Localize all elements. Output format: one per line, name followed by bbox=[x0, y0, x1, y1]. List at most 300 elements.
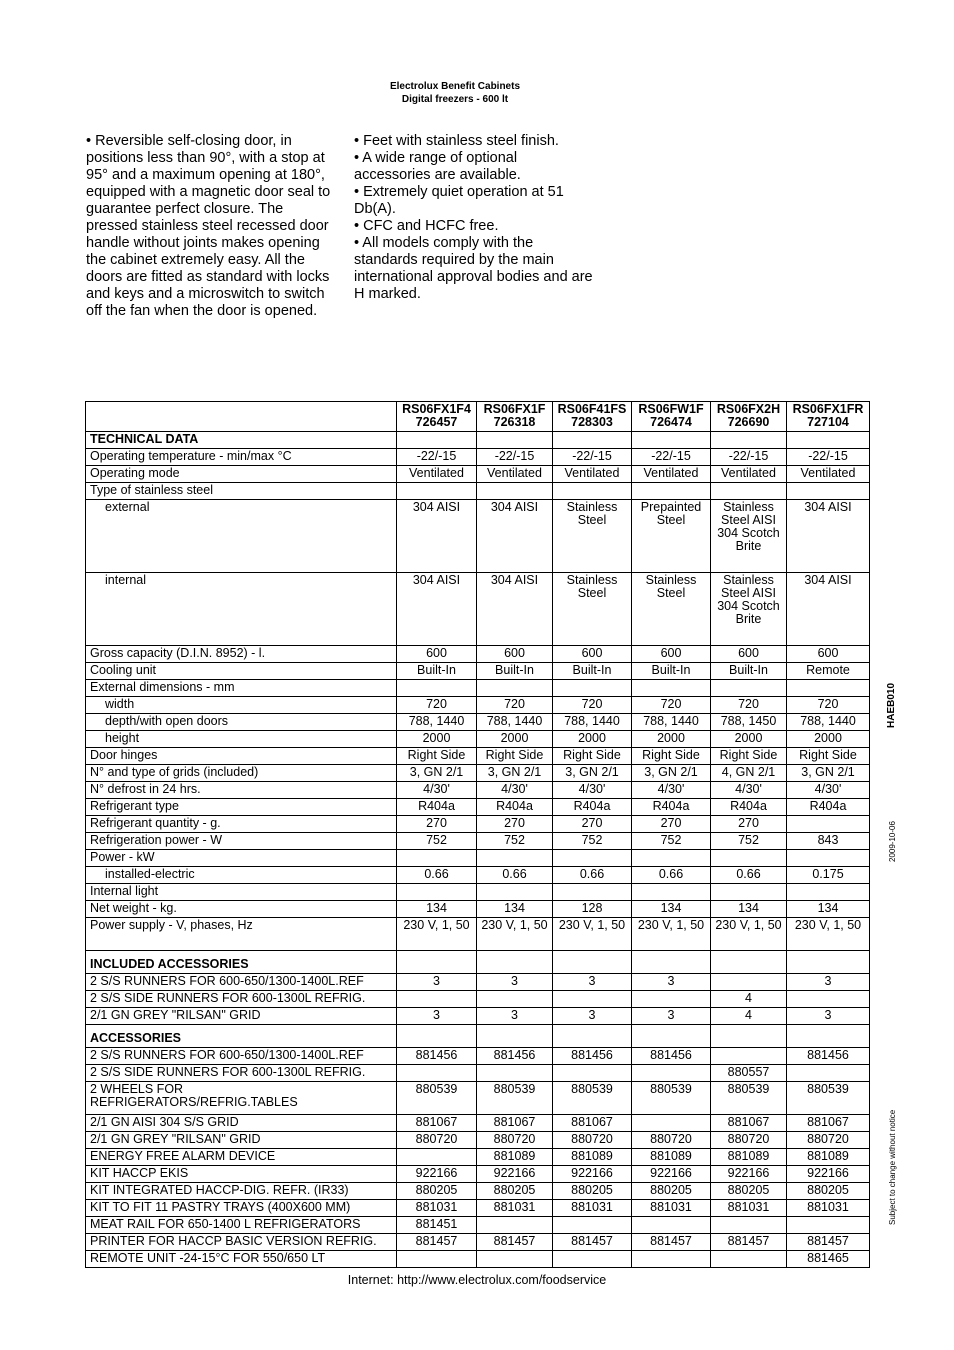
row-value bbox=[477, 850, 553, 867]
row-value: 881456 bbox=[553, 1048, 632, 1065]
row-value: Stainless Steel bbox=[632, 573, 711, 646]
row-value bbox=[397, 1149, 477, 1166]
table-row bbox=[86, 1048, 870, 1065]
model-code: 726690 bbox=[727, 415, 770, 429]
model-name: RS06FX1FR bbox=[792, 402, 864, 416]
row-value: Right Side bbox=[711, 748, 787, 765]
row-value: 270 bbox=[711, 816, 787, 833]
row-value: Built-In bbox=[711, 663, 787, 680]
row-value: 720 bbox=[711, 697, 787, 714]
row-label: N° and type of grids (included) bbox=[86, 765, 397, 782]
table-row bbox=[86, 1065, 870, 1082]
row-value: Right Side bbox=[477, 748, 553, 765]
document-header bbox=[0, 80, 910, 106]
header-title: Electrolux Benefit Cabinets bbox=[389, 81, 521, 92]
row-value: 0.175 bbox=[787, 867, 870, 884]
row-value: 788, 1440 bbox=[477, 714, 553, 731]
row-value: Prepainted Steel bbox=[632, 500, 711, 573]
row-value: 4/30' bbox=[632, 782, 711, 799]
row-value: Ventilated bbox=[632, 466, 711, 483]
row-value: Stainless Steel AISI 304 Scotch Brite bbox=[711, 573, 787, 646]
row-value: 880205 bbox=[711, 1183, 787, 1200]
row-value: Remote bbox=[787, 663, 870, 680]
row-value: Ventilated bbox=[553, 466, 632, 483]
row-value bbox=[787, 951, 870, 974]
row-value: 304 AISI bbox=[477, 500, 553, 573]
model-header-row bbox=[86, 402, 870, 432]
row-value: 881456 bbox=[397, 1048, 477, 1065]
table-row bbox=[86, 483, 870, 500]
row-value: -22/-15 bbox=[787, 449, 870, 466]
row-value bbox=[397, 850, 477, 867]
row-value: 752 bbox=[711, 833, 787, 850]
row-value: 3 bbox=[397, 1008, 477, 1025]
row-value: 2000 bbox=[787, 731, 870, 748]
row-value: Right Side bbox=[787, 748, 870, 765]
row-value: 3 bbox=[787, 974, 870, 991]
row-value: 720 bbox=[477, 697, 553, 714]
table-row bbox=[86, 1149, 870, 1166]
row-value bbox=[397, 1065, 477, 1082]
row-value: Right Side bbox=[553, 748, 632, 765]
row-value: 788, 1440 bbox=[787, 714, 870, 731]
row-value: 304 AISI bbox=[787, 573, 870, 646]
row-value bbox=[477, 951, 553, 974]
model-code: 728303 bbox=[571, 415, 613, 429]
row-value bbox=[477, 884, 553, 901]
row-label: KIT HACCP EKIS bbox=[86, 1166, 397, 1183]
row-value: 881451 bbox=[397, 1217, 477, 1234]
row-value bbox=[397, 432, 477, 449]
intro-bullet: • Extremely quiet operation at 51 Db(A). bbox=[354, 184, 564, 217]
row-label: Power supply - V, phases, Hz bbox=[86, 918, 397, 951]
row-value: 880720 bbox=[477, 1132, 553, 1149]
row-value bbox=[632, 1025, 711, 1048]
row-value: Stainless Steel bbox=[553, 500, 632, 573]
row-value: 0.66 bbox=[397, 867, 477, 884]
row-value: 720 bbox=[787, 697, 870, 714]
table-row bbox=[86, 646, 870, 663]
spec-table bbox=[85, 401, 870, 1268]
row-value: -22/-15 bbox=[477, 449, 553, 466]
section-row bbox=[86, 951, 870, 974]
row-value: 922166 bbox=[397, 1166, 477, 1183]
row-value: 922166 bbox=[477, 1166, 553, 1183]
row-value bbox=[397, 991, 477, 1008]
row-value: 3 bbox=[477, 1008, 553, 1025]
row-value bbox=[632, 1217, 711, 1234]
row-value bbox=[553, 1025, 632, 1048]
row-value bbox=[787, 483, 870, 500]
row-value: Ventilated bbox=[397, 466, 477, 483]
row-value bbox=[787, 432, 870, 449]
row-value bbox=[787, 884, 870, 901]
row-label: height bbox=[86, 731, 397, 748]
row-value: 600 bbox=[477, 646, 553, 663]
row-value bbox=[787, 850, 870, 867]
row-value: 922166 bbox=[711, 1166, 787, 1183]
row-value: 2000 bbox=[632, 731, 711, 748]
row-value bbox=[553, 1251, 632, 1268]
row-value: 304 AISI bbox=[397, 500, 477, 573]
row-value: 134 bbox=[397, 901, 477, 918]
table-row bbox=[86, 1166, 870, 1183]
disclaimer-note: Subject to change without notice bbox=[888, 1109, 897, 1225]
table-row bbox=[86, 799, 870, 816]
row-label: 2/1 GN AISI 304 S/S GRID bbox=[86, 1115, 397, 1132]
row-value: 881456 bbox=[632, 1048, 711, 1065]
row-value: 752 bbox=[397, 833, 477, 850]
model-name: RS06FW1F bbox=[638, 402, 704, 416]
row-value bbox=[787, 1217, 870, 1234]
row-value: Built-In bbox=[397, 663, 477, 680]
row-value: 752 bbox=[553, 833, 632, 850]
row-label: 2 S/S RUNNERS FOR 600-650/1300-1400L.REF bbox=[86, 1048, 397, 1065]
row-value: 134 bbox=[787, 901, 870, 918]
row-label: 2/1 GN GREY "RILSAN" GRID bbox=[86, 1008, 397, 1025]
row-value: 304 AISI bbox=[787, 500, 870, 573]
row-value: 880720 bbox=[787, 1132, 870, 1149]
row-value bbox=[787, 1065, 870, 1082]
row-value bbox=[711, 1025, 787, 1048]
row-value bbox=[632, 680, 711, 697]
row-value bbox=[711, 680, 787, 697]
row-value: 4 bbox=[711, 1008, 787, 1025]
row-value: 880205 bbox=[632, 1183, 711, 1200]
intro-bullet: • CFC and HCFC free. bbox=[354, 218, 499, 234]
row-label: KIT TO FIT 11 PASTRY TRAYS (400X600 MM) bbox=[86, 1200, 397, 1217]
table-row bbox=[86, 867, 870, 884]
row-value bbox=[632, 991, 711, 1008]
row-value: 881457 bbox=[632, 1234, 711, 1251]
row-value: 0.66 bbox=[477, 867, 553, 884]
row-value: 304 AISI bbox=[477, 573, 553, 646]
row-value bbox=[553, 1065, 632, 1082]
row-label: installed-electric bbox=[86, 867, 397, 884]
row-value: 230 V, 1, 50 bbox=[553, 918, 632, 951]
row-label: Operating temperature - min/max °C bbox=[86, 449, 397, 466]
row-value: 881067 bbox=[787, 1115, 870, 1132]
row-label: MEAT RAIL FOR 650-1400 L REFRIGERATORS bbox=[86, 1217, 397, 1234]
row-value bbox=[553, 483, 632, 500]
table-row bbox=[86, 697, 870, 714]
row-value: 600 bbox=[397, 646, 477, 663]
row-value: 304 AISI bbox=[397, 573, 477, 646]
row-value: 3 bbox=[397, 974, 477, 991]
table-row bbox=[86, 466, 870, 483]
row-value: 3 bbox=[632, 1008, 711, 1025]
row-label: external bbox=[86, 500, 397, 573]
table-row bbox=[86, 449, 870, 466]
table-row bbox=[86, 816, 870, 833]
row-value: 788, 1440 bbox=[397, 714, 477, 731]
row-value: 880539 bbox=[787, 1082, 870, 1115]
row-value: 881457 bbox=[787, 1234, 870, 1251]
model-name: RS06F41FS bbox=[557, 402, 627, 416]
row-value bbox=[787, 991, 870, 1008]
row-label: Power - kW bbox=[86, 850, 397, 867]
row-value bbox=[632, 850, 711, 867]
row-value bbox=[477, 432, 553, 449]
row-value: 880205 bbox=[477, 1183, 553, 1200]
row-value bbox=[397, 951, 477, 974]
row-value: 880539 bbox=[477, 1082, 553, 1115]
row-value: 230 V, 1, 50 bbox=[787, 918, 870, 951]
model-code: 727104 bbox=[807, 415, 849, 429]
row-value: 881089 bbox=[711, 1149, 787, 1166]
row-value bbox=[477, 680, 553, 697]
row-value: 2000 bbox=[711, 731, 787, 748]
model-header bbox=[397, 402, 477, 432]
row-value: 880720 bbox=[397, 1132, 477, 1149]
row-value bbox=[787, 1025, 870, 1048]
row-value: 881089 bbox=[553, 1149, 632, 1166]
model-header bbox=[711, 402, 787, 432]
row-value: 3, GN 2/1 bbox=[632, 765, 711, 782]
row-value: 3 bbox=[553, 974, 632, 991]
table-row bbox=[86, 1132, 870, 1149]
row-value: 230 V, 1, 50 bbox=[711, 918, 787, 951]
row-value bbox=[632, 1065, 711, 1082]
row-value: 881067 bbox=[711, 1115, 787, 1132]
row-value: -22/-15 bbox=[711, 449, 787, 466]
row-value: 922166 bbox=[632, 1166, 711, 1183]
table-row bbox=[86, 850, 870, 867]
row-value: 4/30' bbox=[477, 782, 553, 799]
row-label: REMOTE UNIT -24-15°C FOR 550/650 LT bbox=[86, 1251, 397, 1268]
row-value: 752 bbox=[632, 833, 711, 850]
row-value: Right Side bbox=[397, 748, 477, 765]
row-value: 881457 bbox=[553, 1234, 632, 1251]
row-value: R404a bbox=[553, 799, 632, 816]
row-value: Built-In bbox=[477, 663, 553, 680]
row-value bbox=[553, 991, 632, 1008]
table-row bbox=[86, 1082, 870, 1115]
model-header bbox=[477, 402, 553, 432]
row-value: 4/30' bbox=[787, 782, 870, 799]
table-row bbox=[86, 1251, 870, 1268]
row-label: Refrigerant type bbox=[86, 799, 397, 816]
table-row bbox=[86, 748, 870, 765]
row-value: Ventilated bbox=[711, 466, 787, 483]
row-value: 880205 bbox=[553, 1183, 632, 1200]
row-value: 881457 bbox=[477, 1234, 553, 1251]
row-value bbox=[711, 974, 787, 991]
row-value: 881031 bbox=[477, 1200, 553, 1217]
document-code: HAEB010 bbox=[886, 682, 897, 728]
row-value bbox=[787, 816, 870, 833]
row-label: Refrigerant quantity - g. bbox=[86, 816, 397, 833]
intro-bullet: • A wide range of optional accessories are available. bbox=[354, 150, 521, 183]
row-value: 880557 bbox=[711, 1065, 787, 1082]
row-value: 880539 bbox=[632, 1082, 711, 1115]
row-value bbox=[477, 1065, 553, 1082]
row-value bbox=[711, 850, 787, 867]
table-row bbox=[86, 1200, 870, 1217]
row-label: External dimensions - mm bbox=[86, 680, 397, 697]
row-value: 4/30' bbox=[397, 782, 477, 799]
row-value bbox=[711, 884, 787, 901]
row-value: 270 bbox=[477, 816, 553, 833]
intro-paragraph: • Reversible self-closing door, in positions less than 90°, with a stop at 95° and a maximum opening at 180°, equipped with a magnetic door seal to guarantee perfect closure. The pressed stainless steel recessed door handle without joints makes opening the cabinet extremely easy. All the doors are fitted as standard with locks and keys and a microswitch to switch off the fan when the door is opened. bbox=[86, 133, 331, 319]
row-value bbox=[632, 1115, 711, 1132]
row-value: 843 bbox=[787, 833, 870, 850]
table-row bbox=[86, 1234, 870, 1251]
row-value: 720 bbox=[553, 697, 632, 714]
model-name: RS06FX1F bbox=[483, 402, 546, 416]
section-row bbox=[86, 432, 870, 449]
row-label: Net weight - kg. bbox=[86, 901, 397, 918]
row-value: 881457 bbox=[711, 1234, 787, 1251]
row-label: depth/with open doors bbox=[86, 714, 397, 731]
row-value: 881456 bbox=[477, 1048, 553, 1065]
row-value: 128 bbox=[553, 901, 632, 918]
row-value: 270 bbox=[632, 816, 711, 833]
row-value: 881465 bbox=[787, 1251, 870, 1268]
row-value: 600 bbox=[632, 646, 711, 663]
table-row bbox=[86, 573, 870, 646]
row-value bbox=[632, 884, 711, 901]
row-value: 880539 bbox=[711, 1082, 787, 1115]
model-header bbox=[632, 402, 711, 432]
row-label: 2 S/S RUNNERS FOR 600-650/1300-1400L.REF bbox=[86, 974, 397, 991]
row-value: -22/-15 bbox=[397, 449, 477, 466]
section-heading: ACCESSORIES bbox=[86, 1025, 397, 1048]
row-value: Stainless Steel AISI 304 Scotch Brite bbox=[711, 500, 787, 573]
row-value bbox=[711, 1048, 787, 1065]
row-label: 2 S/S SIDE RUNNERS FOR 600-1300L REFRIG. bbox=[86, 1065, 397, 1082]
row-value: 134 bbox=[711, 901, 787, 918]
row-value: 0.66 bbox=[632, 867, 711, 884]
row-value bbox=[477, 1251, 553, 1268]
row-value: 3 bbox=[787, 1008, 870, 1025]
row-value bbox=[553, 850, 632, 867]
row-value: R404a bbox=[397, 799, 477, 816]
row-label: N° defrost in 24 hrs. bbox=[86, 782, 397, 799]
table-row bbox=[86, 1008, 870, 1025]
row-value: 270 bbox=[397, 816, 477, 833]
row-value bbox=[477, 1025, 553, 1048]
row-label: Refrigeration power - W bbox=[86, 833, 397, 850]
row-value: 880539 bbox=[553, 1082, 632, 1115]
row-value: 2000 bbox=[477, 731, 553, 748]
header-subtitle: Digital freezers - 600 lt bbox=[401, 94, 509, 105]
row-value: Ventilated bbox=[787, 466, 870, 483]
table-row bbox=[86, 1115, 870, 1132]
row-value: 881031 bbox=[711, 1200, 787, 1217]
row-value bbox=[397, 1251, 477, 1268]
row-value bbox=[711, 1251, 787, 1268]
row-value bbox=[477, 1217, 553, 1234]
row-value: 880205 bbox=[787, 1183, 870, 1200]
row-value: 788, 1440 bbox=[553, 714, 632, 731]
header-blank bbox=[86, 402, 397, 432]
row-value bbox=[711, 951, 787, 974]
row-value bbox=[711, 432, 787, 449]
row-value bbox=[477, 991, 553, 1008]
row-value bbox=[632, 1251, 711, 1268]
row-value: 4, GN 2/1 bbox=[711, 765, 787, 782]
row-label: KIT INTEGRATED HACCP-DIG. REFR. (IR33) bbox=[86, 1183, 397, 1200]
row-value: 4/30' bbox=[711, 782, 787, 799]
footer-url: Internet: http://www.electrolux.com/foodservice bbox=[347, 1273, 607, 1287]
row-value bbox=[553, 1217, 632, 1234]
row-value: 3 bbox=[632, 974, 711, 991]
row-value: 134 bbox=[632, 901, 711, 918]
row-value: Right Side bbox=[632, 748, 711, 765]
row-value: 600 bbox=[553, 646, 632, 663]
row-value: 600 bbox=[711, 646, 787, 663]
row-value bbox=[553, 951, 632, 974]
row-label: 2/1 GN GREY "RILSAN" GRID bbox=[86, 1132, 397, 1149]
row-value bbox=[632, 951, 711, 974]
table-row bbox=[86, 1183, 870, 1200]
section-heading: INCLUDED ACCESSORIES bbox=[86, 951, 397, 974]
intro-bullet: • All models comply with the standards required by the main international approval bodies and are H marked. bbox=[354, 235, 593, 302]
row-value: 881089 bbox=[632, 1149, 711, 1166]
row-value: 3, GN 2/1 bbox=[477, 765, 553, 782]
document-date: 2009-10-06 bbox=[888, 821, 897, 862]
row-value: R404a bbox=[477, 799, 553, 816]
row-value: 270 bbox=[553, 816, 632, 833]
row-value: 788, 1450 bbox=[711, 714, 787, 731]
row-value: 880539 bbox=[397, 1082, 477, 1115]
table-row bbox=[86, 974, 870, 991]
table-row bbox=[86, 500, 870, 573]
row-value: -22/-15 bbox=[553, 449, 632, 466]
row-value: 720 bbox=[632, 697, 711, 714]
table-row bbox=[86, 833, 870, 850]
table-row bbox=[86, 1217, 870, 1234]
row-value: 600 bbox=[787, 646, 870, 663]
row-value: 2000 bbox=[553, 731, 632, 748]
row-value: 3 bbox=[553, 1008, 632, 1025]
row-value bbox=[553, 432, 632, 449]
model-header bbox=[553, 402, 632, 432]
model-name: RS06FX2H bbox=[716, 402, 781, 416]
row-value: 2000 bbox=[397, 731, 477, 748]
row-label: ENERGY FREE ALARM DEVICE bbox=[86, 1149, 397, 1166]
row-value: 881456 bbox=[787, 1048, 870, 1065]
row-label: Gross capacity (D.I.N. 8952) - l. bbox=[86, 646, 397, 663]
table-row bbox=[86, 714, 870, 731]
table-row bbox=[86, 991, 870, 1008]
row-value: 881031 bbox=[787, 1200, 870, 1217]
row-value: 881067 bbox=[477, 1115, 553, 1132]
row-value: 881067 bbox=[553, 1115, 632, 1132]
row-value: 788, 1440 bbox=[632, 714, 711, 731]
row-value: 880720 bbox=[553, 1132, 632, 1149]
row-value: 0.66 bbox=[711, 867, 787, 884]
row-value: 881031 bbox=[632, 1200, 711, 1217]
row-value: 881089 bbox=[787, 1149, 870, 1166]
row-label: Cooling unit bbox=[86, 663, 397, 680]
row-value: 922166 bbox=[787, 1166, 870, 1183]
row-label: Type of stainless steel bbox=[86, 483, 397, 500]
row-value: 0.66 bbox=[553, 867, 632, 884]
row-value: 881031 bbox=[397, 1200, 477, 1217]
row-value: 3, GN 2/1 bbox=[787, 765, 870, 782]
table-row bbox=[86, 680, 870, 697]
row-value: Built-In bbox=[553, 663, 632, 680]
intro-column-left bbox=[86, 133, 331, 320]
row-value bbox=[711, 1217, 787, 1234]
row-value: 881031 bbox=[553, 1200, 632, 1217]
intro-column-right bbox=[354, 133, 594, 303]
model-name: RS06FX1F4 bbox=[402, 402, 471, 416]
intro-bullet: • Feet with stainless steel finish. bbox=[354, 133, 559, 149]
row-value: -22/-15 bbox=[632, 449, 711, 466]
